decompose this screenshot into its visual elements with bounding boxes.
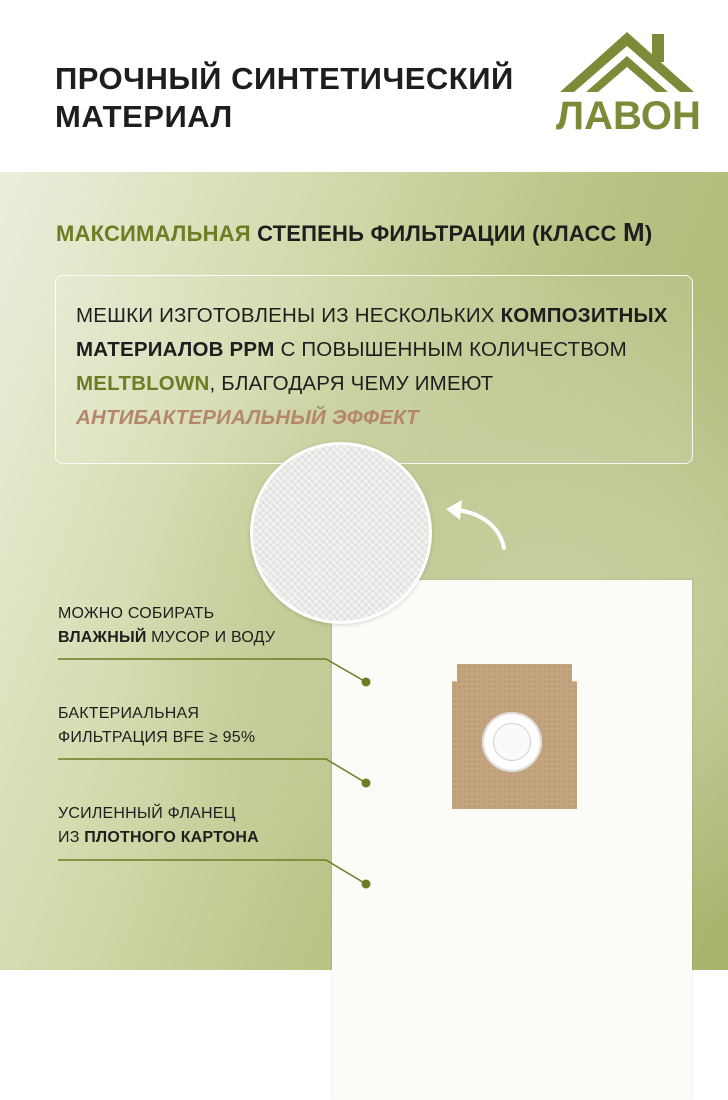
logo-text: ЛАВОН: [556, 94, 701, 138]
brand-logo: [556, 26, 701, 138]
feature-1-line-2: МУСОР И ВОДУ: [146, 629, 276, 646]
headline-accent: МАКСИМАЛЬНАЯ: [56, 221, 251, 246]
info-text-1: МЕШКИ ИЗГОТОВЛЕНЫ ИЗ НЕСКОЛЬКИХ: [76, 304, 501, 327]
feature-bfe: [58, 702, 255, 750]
info-text-composite: КОМПОЗИТНЫХ МАТЕРИАЛОВ PPM: [76, 304, 668, 361]
title-line-1: ПРОЧНЫЙ СИНТЕТИЧЕСКИЙ: [55, 61, 514, 96]
feature-3-bold: ПЛОТНОГО КАРТОНА: [84, 829, 259, 846]
headline-class: M: [622, 217, 645, 247]
feature-3-line-1: УСИЛЕННЫЙ ФЛАНЕЦ: [58, 805, 236, 822]
feature-flange: [58, 802, 259, 850]
header: [0, 0, 728, 172]
feature-wet-waste: [58, 602, 275, 650]
house-roof-icon: [556, 26, 698, 96]
info-text-meltblown: MELTBLOWN: [76, 372, 210, 395]
feature-2-line-1: БАКТЕРИАЛЬНАЯ: [58, 705, 200, 722]
title-line-2: МАТЕРИАЛ: [55, 99, 233, 134]
info-text-5: , БЛАГОДАРЯ ЧЕМУ ИМЕЮТ: [209, 372, 494, 395]
page-title: [55, 60, 514, 136]
info-text-antibacterial: АНТИБАКТЕРИАЛЬНЫЙ ЭФФЕКТ: [76, 406, 419, 429]
feature-2-line-2: ФИЛЬТРАЦИЯ BFE ≥ 95%: [58, 729, 256, 746]
feature-1-bold: ВЛАЖНЫЙ: [58, 629, 147, 646]
content-panel: [0, 172, 728, 970]
feature-leader-lines: [0, 172, 728, 970]
headline-text: СТЕПЕНЬ ФИЛЬТРАЦИИ (КЛАСС: [250, 221, 623, 246]
info-text-3: С ПОВЫШЕННЫМ КОЛИЧЕСТВОМ: [274, 338, 627, 361]
feature-1-line-1: МОЖНО СОБИРАТЬ: [58, 605, 215, 622]
feature-3-line-2: ИЗ: [58, 829, 85, 846]
headline-close: ): [644, 221, 653, 246]
